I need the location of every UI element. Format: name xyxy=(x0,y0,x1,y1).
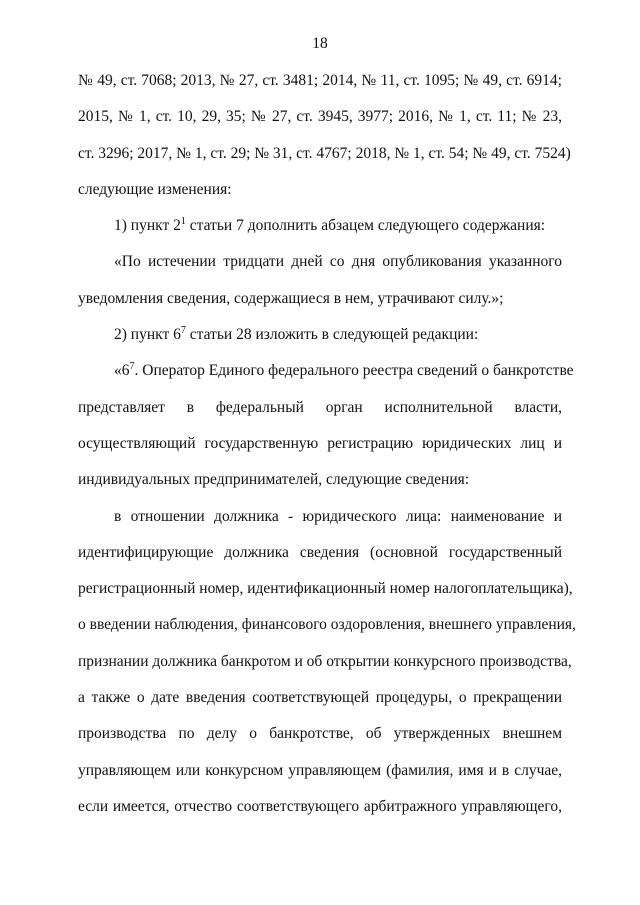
text-line: представляет в федеральный орган исполнительной власти, xyxy=(78,398,562,416)
item-1-heading: 1) пункт $2^1$ статьи 7 дополнить абзацем следующего содержания: xyxy=(114,216,546,235)
text-line: производства по делу о банкротстве, об утвержденных внешнем xyxy=(78,725,562,743)
text-line: осуществляющий государственную регистрацию юридических лиц и xyxy=(78,434,562,452)
text-line: 2015, № 1, ст. 10, 29, 35; № 27, ст. 3945, 3977; 2016, № 1, ст. 11; № 23, xyxy=(78,108,562,126)
text-line: регистрационный номер, идентификационный номер налогоплательщика), xyxy=(78,580,573,598)
text-line: если имеется, отчество соответствующего арбитражного управляющего, xyxy=(78,797,562,815)
text-line: управляющем или конкурсном управляющем (фамилия, имя и в случае, xyxy=(78,761,562,779)
text-line: в отношении должника - юридического лица: наименование и xyxy=(114,507,562,525)
item-2-heading: 2) пункт $6^7$ статьи 28 изложить в следующей редакции: xyxy=(114,324,479,344)
text-line: а также о дате введения соответствующей процедуры, о прекращении xyxy=(78,689,562,707)
quoted-text-line: уведомления сведения, содержащиеся в нем, утрачивают силу.»; xyxy=(78,289,504,307)
page-number: 18 xyxy=(312,35,328,52)
text-line: следующие изменения: xyxy=(78,180,232,198)
superscript: 7 xyxy=(180,324,186,336)
text-line: № 49, ст. 7068; 2013, № 27, ст. 3481; 2014, № 11, ст. 1095; № 49, ст. 6914; xyxy=(78,72,562,89)
text-line: идентифицирующие должника сведения (основной государственный xyxy=(78,543,562,561)
text-line: ст. 3296; 2017, № 1, ст. 29; № 31, ст. 4767; 2018, № 1, ст. 54; № 49, ст. 7524) xyxy=(78,144,571,162)
quoted-text-line: «$6^7$. Оператор Единого федерального реестра сведений о банкротстве xyxy=(114,361,574,380)
text-line: о введении наблюдения, финансового оздоровления, внешнего управления, xyxy=(78,616,576,634)
superscript: 7 xyxy=(129,361,135,373)
quoted-text-line: «По истечении тридцати дней со дня опубликования указанного xyxy=(114,253,562,271)
superscript: 1 xyxy=(180,216,186,228)
text-line: индивидуальных предпринимателей, следующие сведения: xyxy=(78,471,470,489)
document-body xyxy=(78,71,576,833)
text-line: признании должника банкротом и об открытии конкурсного производства, xyxy=(78,652,572,670)
